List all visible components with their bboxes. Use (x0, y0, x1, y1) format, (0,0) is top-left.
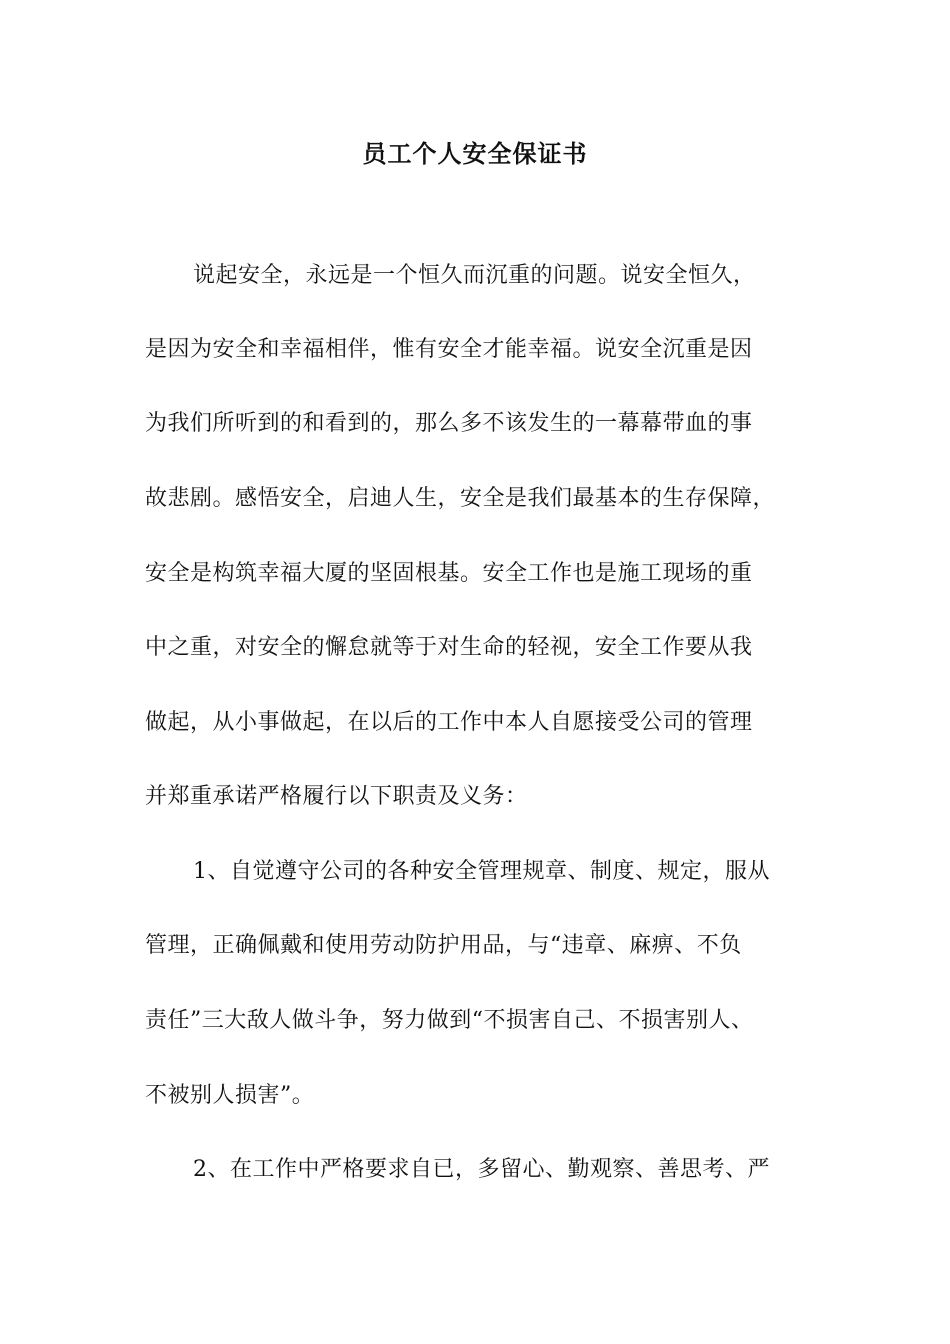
paragraph-line: 安全是构筑幸福大厦的坚固根基。安全工作也是施工现场的重 (145, 561, 753, 586)
paragraph-line: 故悲剧。感悟安全，启迪人生，安全是我们最基本的生存保障， (145, 486, 776, 511)
paragraph-line: 是因为安全和幸福相伴，惟有安全才能幸福。说安全沉重是因 (145, 337, 753, 362)
paragraph-line: 并郑重承诺严格履行以下职责及义务： (145, 784, 528, 809)
document-title: 员工个人安全保证书 (362, 139, 588, 168)
list-item-line: 不被别人损害”。 (145, 1083, 315, 1108)
list-item-line: 1、自觉遵守公司的各种安全管理规章、制度、规定，服从 (193, 859, 770, 884)
paragraph-line: 为我们所听到的和看到的，那么多不该发生的一幕幕带血的事 (145, 411, 753, 436)
list-item-line: 管理，正确佩戴和使用劳动防护用品，与“违章、麻痹、不负 (145, 933, 742, 958)
list-item-line: 2、在工作中严格要求自已，多留心、勤观察、善思考、严 (193, 1157, 770, 1182)
paragraph-line: 说起安全，永远是一个恒久而沉重的问题。说安全恒久， (193, 263, 756, 288)
paragraph-line: 做起，从小事做起，在以后的工作中本人自愿接受公司的管理 (145, 710, 753, 735)
paragraph-line: 中之重，对安全的懈怠就等于对生命的轻视，安全工作要从我 (145, 635, 753, 660)
list-item-line: 责任”三大敌人做斗争，努力做到“不损害自己、不损害别人、 (145, 1008, 754, 1033)
